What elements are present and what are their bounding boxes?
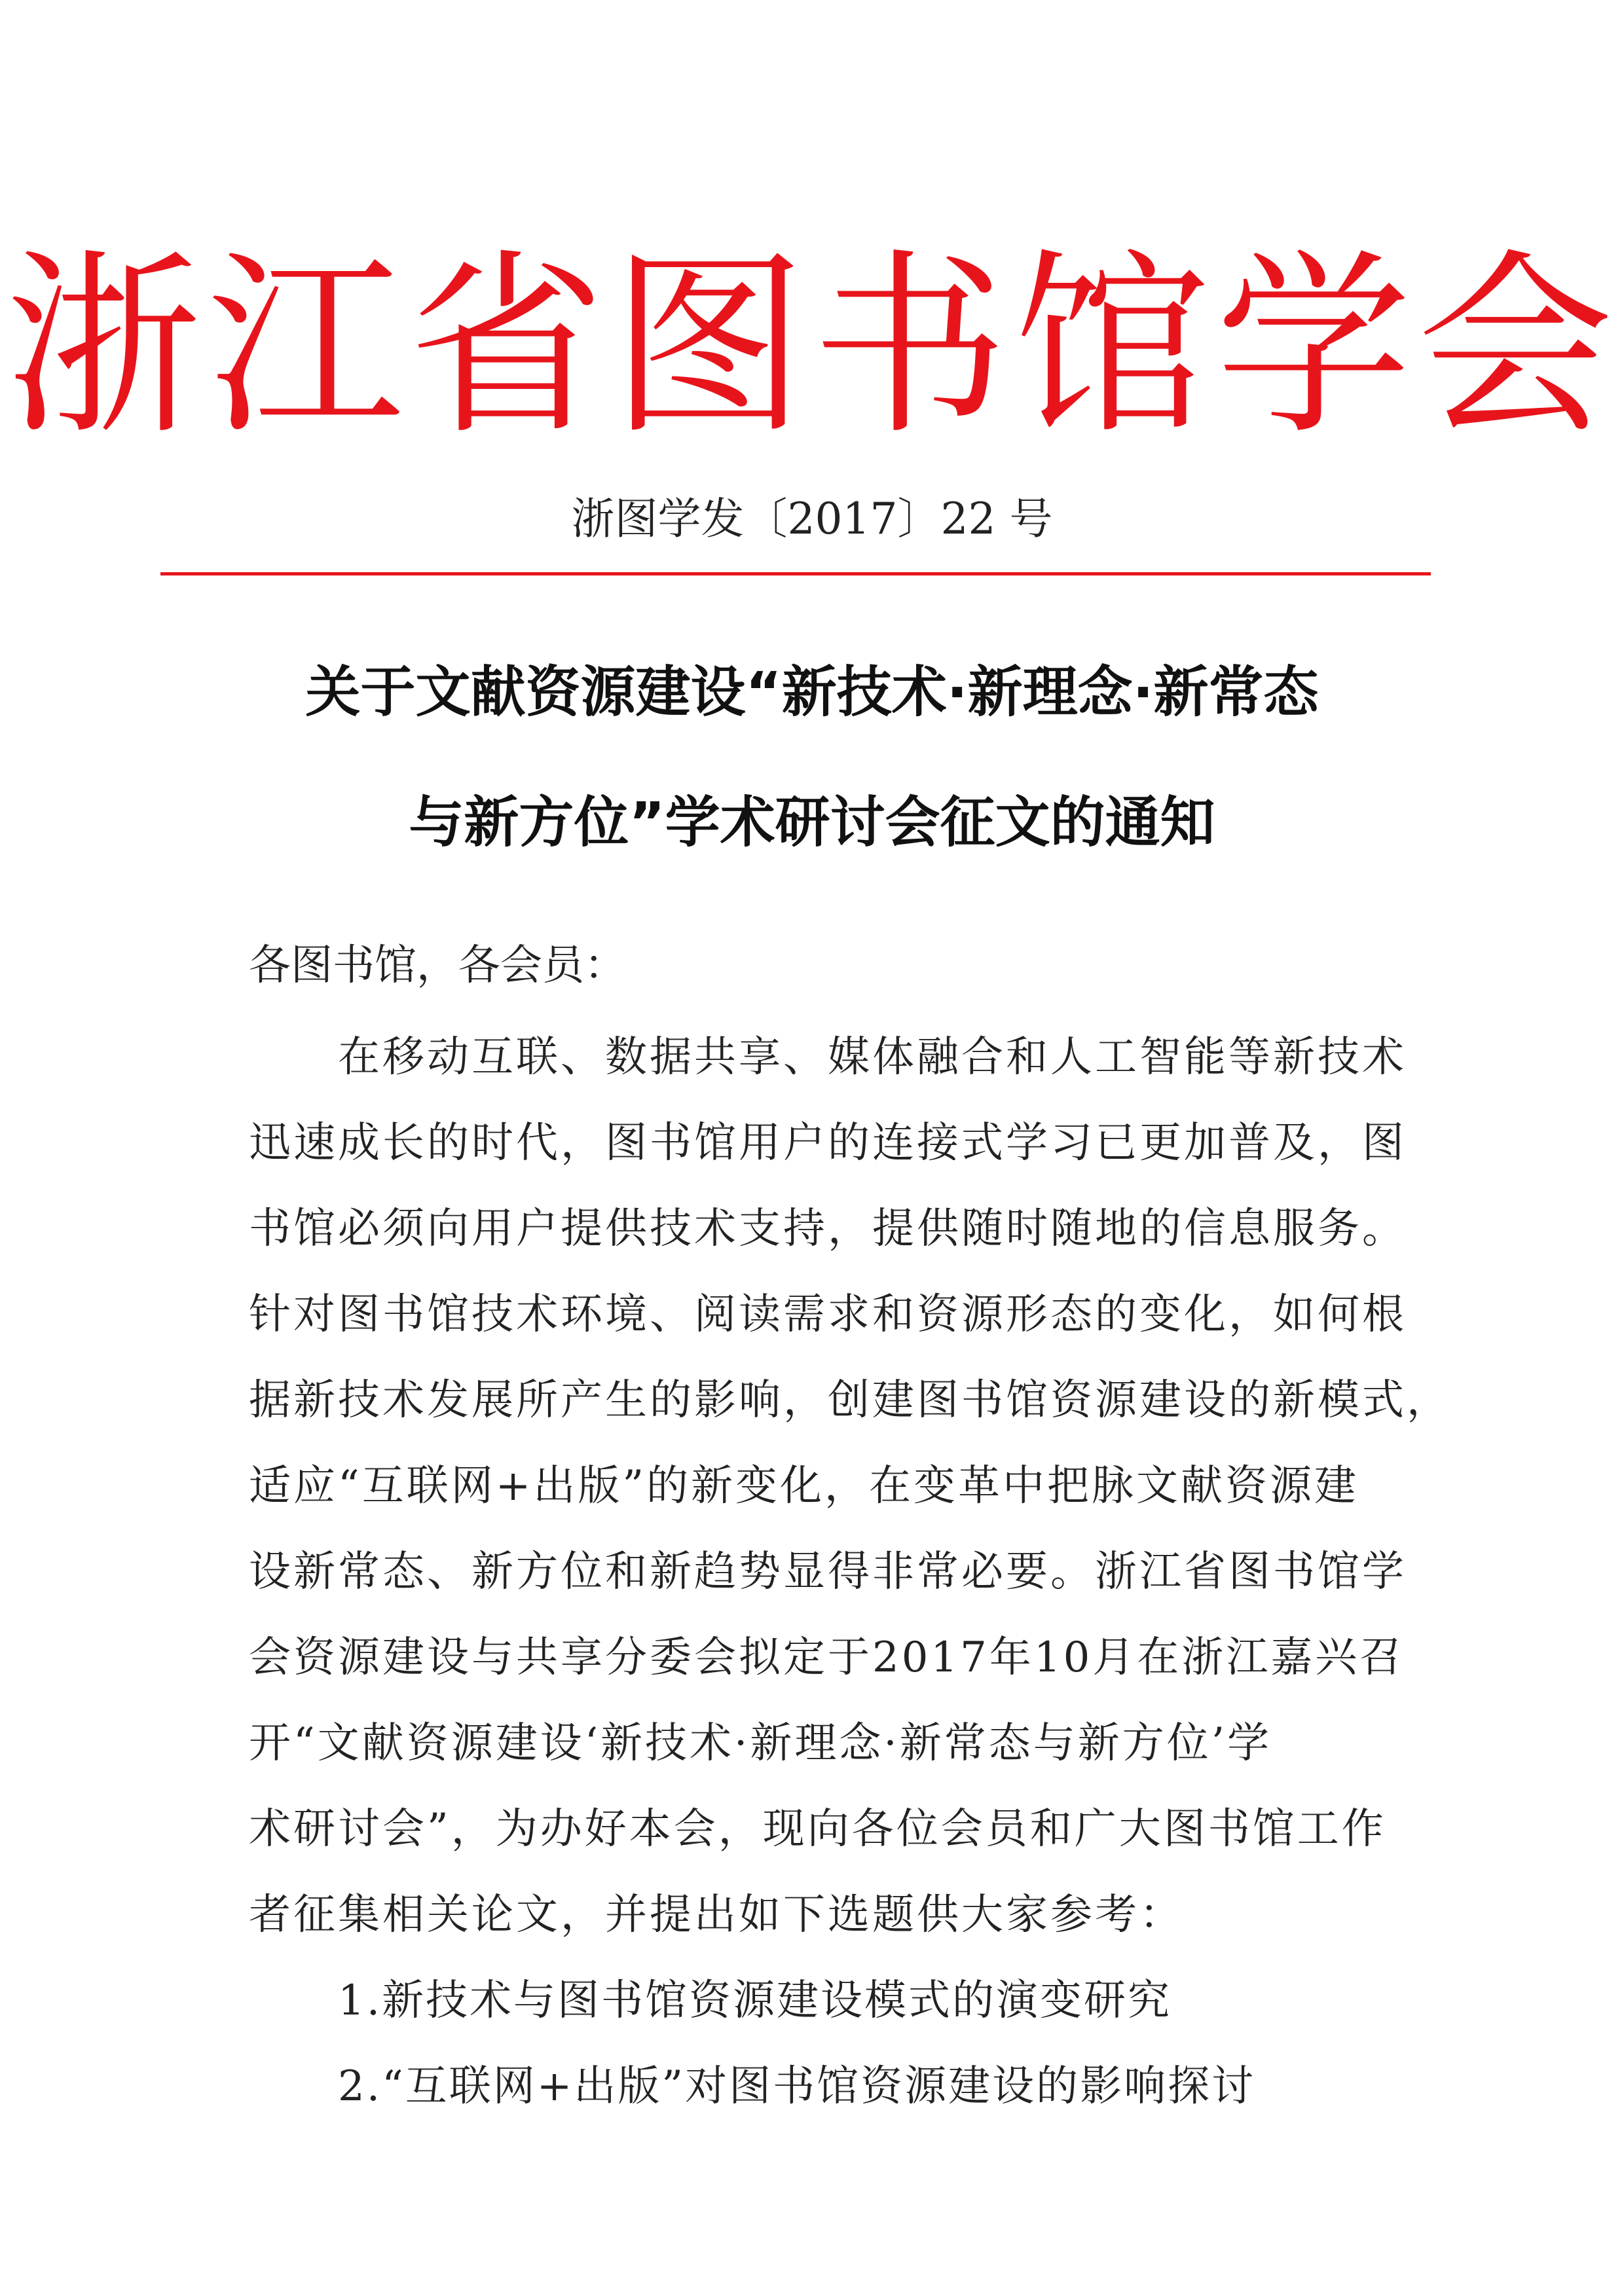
paragraph-line: 迅速成长的时代，图书馆用户的连接式学习已更加普及，图 — [249, 1119, 1407, 1167]
body-paragraph — [249, 1015, 1451, 1958]
salutation: 各图书馆，各会员： — [249, 941, 626, 990]
notice-title-line-1: 关于文献资源建设“新技术·新理念·新常态 — [305, 660, 1319, 724]
organization-name: 浙江省图书馆学会 — [5, 232, 1619, 461]
notice-title-line-2: 与新方位”学术研讨会征文的通知 — [409, 790, 1215, 854]
paragraph-line: 开“文献资源建设‘新技术·新理念·新常态与新方位’学 — [249, 1719, 1272, 1768]
topic-item: 1.新技术与图书馆资源建设模式的演变研究 — [338, 1977, 1172, 2025]
paragraph-line: 在移动互联、数据共享、媒体融合和人工智能等新技术 — [338, 1033, 1407, 1082]
topic-list — [249, 1958, 1388, 2130]
topic-item: 2.“互联网+出版”对图书馆资源建设的影响探讨 — [338, 2062, 1256, 2111]
red-divider — [160, 572, 1431, 575]
paragraph-line: 会资源建设与共享分委会拟定于2017年10月在浙江嘉兴召 — [249, 1633, 1405, 1682]
document-number: 浙图学发〔2017〕22 号 — [571, 494, 1053, 544]
paragraph-line: 据新技术发展所产生的影响，创建图书馆资源建设的新模式， — [249, 1376, 1451, 1425]
notice-title — [0, 660, 1624, 854]
paragraph-line: 术研讨会”，为办好本会，现向各位会员和广大图书馆工作 — [249, 1805, 1386, 1853]
paragraph-line: 者征集相关论文，并提出如下选题供大家参考： — [249, 1891, 1184, 1939]
notice-body — [249, 930, 1451, 2130]
paragraph-line: 适应“互联网+出版”的新变化，在变革中把脉文献资源建 — [249, 1462, 1359, 1510]
paragraph-line: 书馆必须向用户提供技术支持，提供随时随地的信息服务。 — [249, 1205, 1407, 1253]
paragraph-line: 设新常态、新方位和新趋势显得非常必要。浙江省图书馆学 — [249, 1548, 1407, 1596]
paragraph-line: 针对图书馆技术环境、阅读需求和资源形态的变化，如何根 — [249, 1290, 1407, 1339]
